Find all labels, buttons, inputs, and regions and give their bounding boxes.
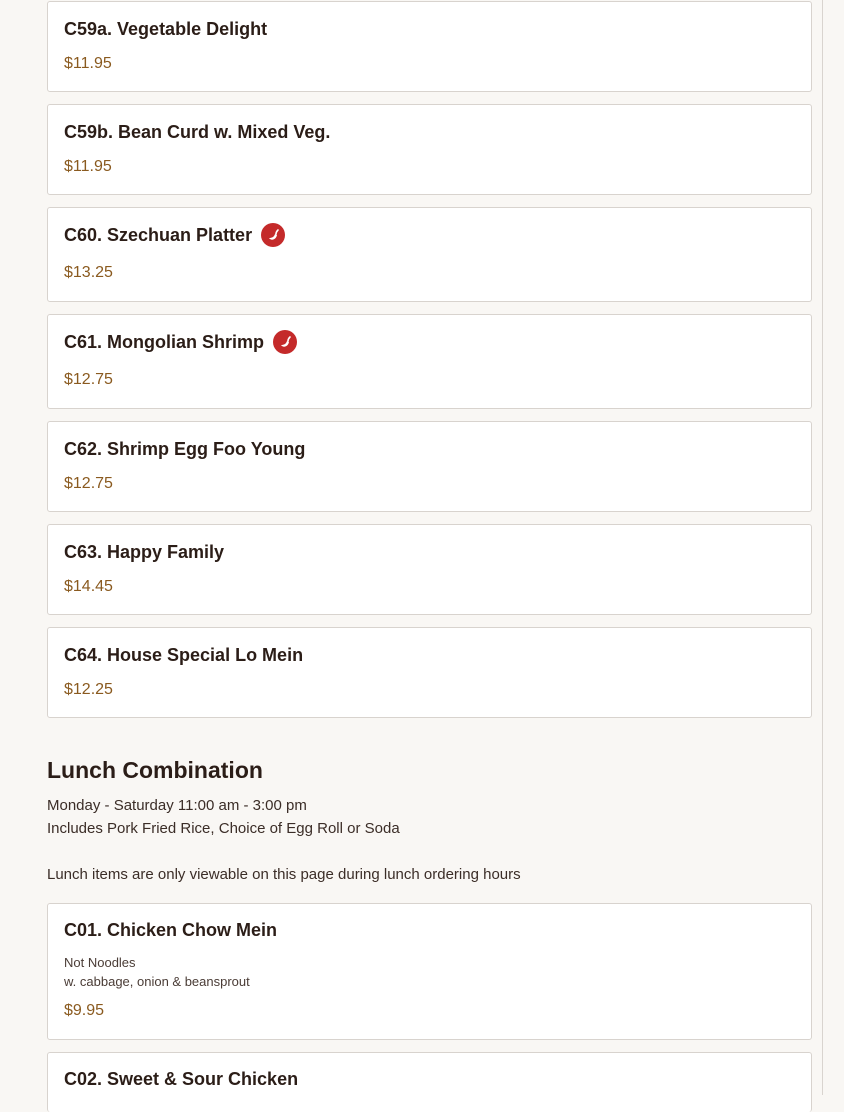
- section-hours: Monday - Saturday 11:00 am - 3:00 pm: [47, 797, 307, 814]
- menu-item-card[interactable]: [47, 104, 812, 195]
- menu-item-card[interactable]: [47, 1, 812, 92]
- item-title: C01. Chicken Chow Mein: [64, 920, 278, 940]
- menu-item-card[interactable]: [47, 1052, 812, 1112]
- item-price: $12.75: [64, 371, 113, 388]
- item-price: $12.25: [64, 681, 113, 698]
- item-title: C60. Szechuan Platter: [64, 224, 253, 245]
- item-price: $12.75: [64, 475, 113, 492]
- item-title: C63. Happy Family: [64, 542, 225, 562]
- menu-item-card[interactable]: [47, 524, 812, 615]
- menu-item-card[interactable]: [47, 421, 812, 512]
- item-title: C62. Shrimp Egg Foo Young: [64, 439, 306, 459]
- item-price: $11.95: [64, 55, 112, 72]
- item-title-row: [64, 330, 297, 354]
- section-title: Lunch Combination: [47, 757, 263, 783]
- item-price: $13.25: [64, 264, 113, 281]
- item-title-row: [64, 223, 285, 247]
- chili-pepper-icon: [273, 330, 297, 354]
- item-price: $9.95: [64, 1002, 105, 1019]
- section-notice: Lunch items are only viewable on this page during lunch ordering hours: [47, 866, 521, 883]
- item-title: C59b. Bean Curd w. Mixed Veg.: [64, 122, 331, 142]
- item-price: $14.45: [64, 578, 113, 595]
- item-description: Not Noodles: [64, 955, 136, 970]
- item-title: C61. Mongolian Shrimp: [64, 331, 265, 352]
- item-title: C64. House Special Lo Mein: [64, 645, 304, 665]
- menu-item-card[interactable]: [47, 314, 812, 409]
- item-title: C59a. Vegetable Delight: [64, 19, 268, 39]
- item-title: C02. Sweet & Sour Chicken: [64, 1069, 299, 1089]
- menu-item-card[interactable]: [47, 627, 812, 718]
- chili-pepper-icon: [261, 223, 285, 247]
- page-divider: [822, 0, 823, 1095]
- item-price: $11.95: [64, 158, 112, 175]
- item-description: w. cabbage, onion & beansprout: [64, 974, 250, 989]
- menu-item-card[interactable]: [47, 207, 812, 302]
- menu-item-card[interactable]: [47, 903, 812, 1040]
- section-includes: Includes Pork Fried Rice, Choice of Egg Roll or Soda: [47, 820, 400, 837]
